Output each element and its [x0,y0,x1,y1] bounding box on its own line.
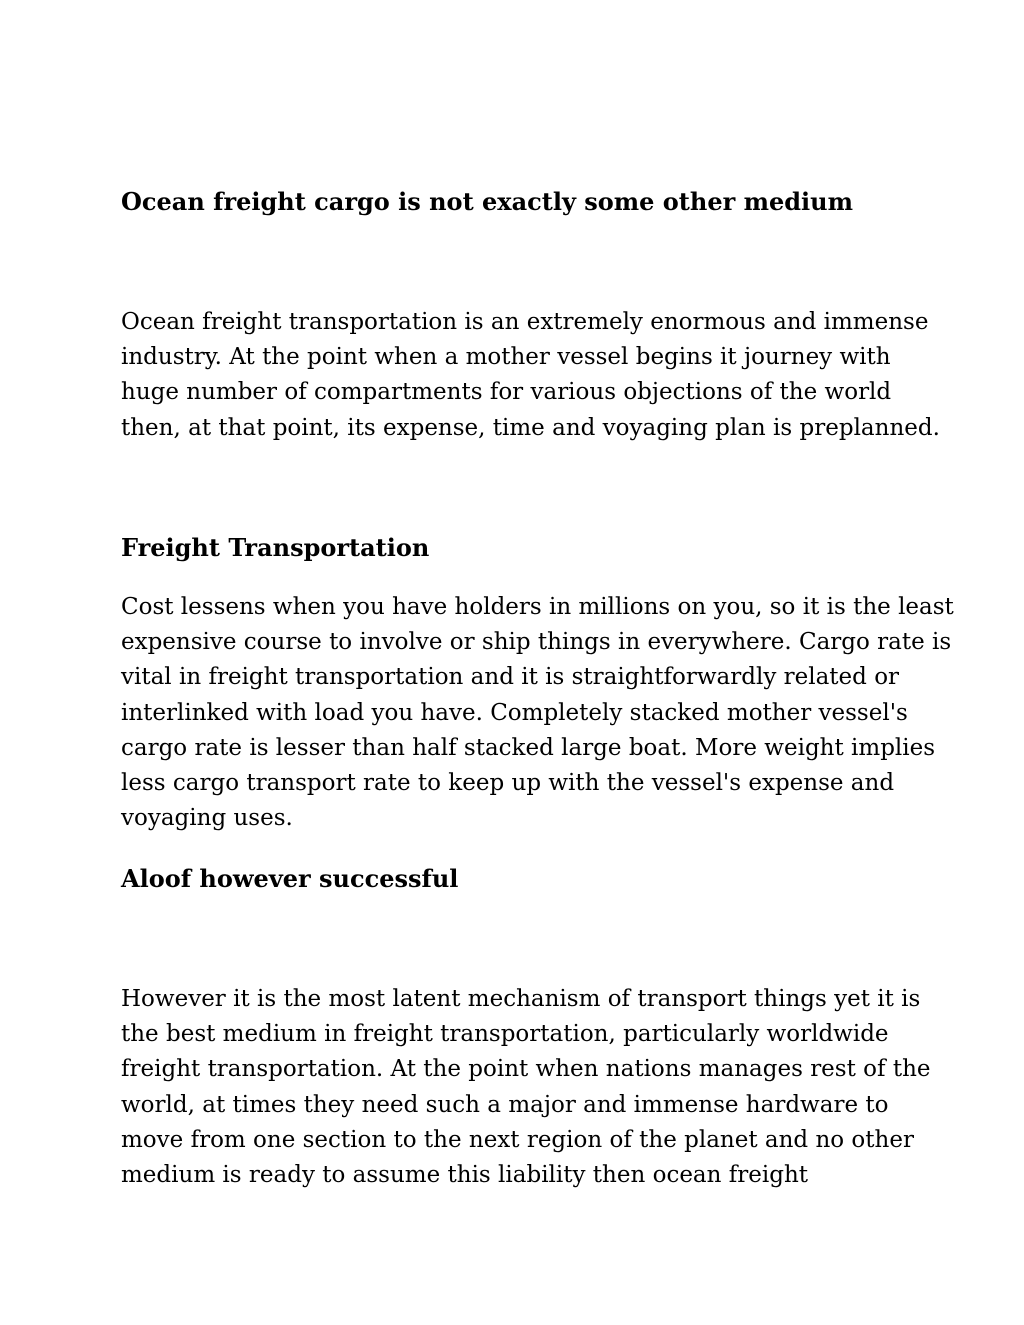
paragraph-line: less cargo transport rate to keep up with the vessel's expense and [121,770,895,797]
paragraph-line: medium is ready to assume this liability then ocean freight [121,1162,809,1189]
paragraph-line: huge number of compartments for various objections of the world [121,379,892,406]
paragraph-line: vital in freight transportation and it is straightforwardly related or [121,664,900,691]
section-heading-ocean-freight: Ocean freight cargo is not exactly some other medium [121,187,854,216]
paragraph-line: voyaging uses. [121,805,293,832]
paragraph-freight-transportation [121,590,954,836]
paragraph-line: move from one section to the next region of the planet and no other [121,1126,914,1153]
paragraph-line: Cost lessens when you have holders in millions on you, so it is the least [121,594,954,620]
section-heading-freight-transportation: Freight Transportation [121,533,430,562]
paragraph-line: the best medium in freight transportation, particularly worldwide [121,1021,889,1048]
paragraph-line: However it is the most latent mechanism of transport things yet it is [121,986,921,1012]
paragraph-line: interlinked with load you have. Completely stacked mother vessel's [121,699,908,726]
paragraph-line: Ocean freight transportation is an extremely enormous and immense [121,309,929,335]
paragraph-line: cargo rate is lesser than half stacked large boat. More weight implies [121,734,936,761]
paragraph-line: world, at times they need such a major and immense hardware to [121,1091,889,1118]
section-heading-aloof-however-successful: Aloof however successful [121,864,459,893]
paragraph-line: industry. At the point when a mother vessel begins it journey with [121,344,891,371]
paragraph-line: expensive course to involve or ship things in everywhere. Cargo rate is [121,629,952,656]
paragraph-line: freight transportation. At the point when nations manages rest of the [121,1056,931,1083]
paragraph-line: then, at that point, its expense, time and voyaging plan is preplanned. [121,414,940,441]
paragraph-ocean-freight [121,305,940,446]
paragraph-aloof-however-successful [121,982,931,1193]
